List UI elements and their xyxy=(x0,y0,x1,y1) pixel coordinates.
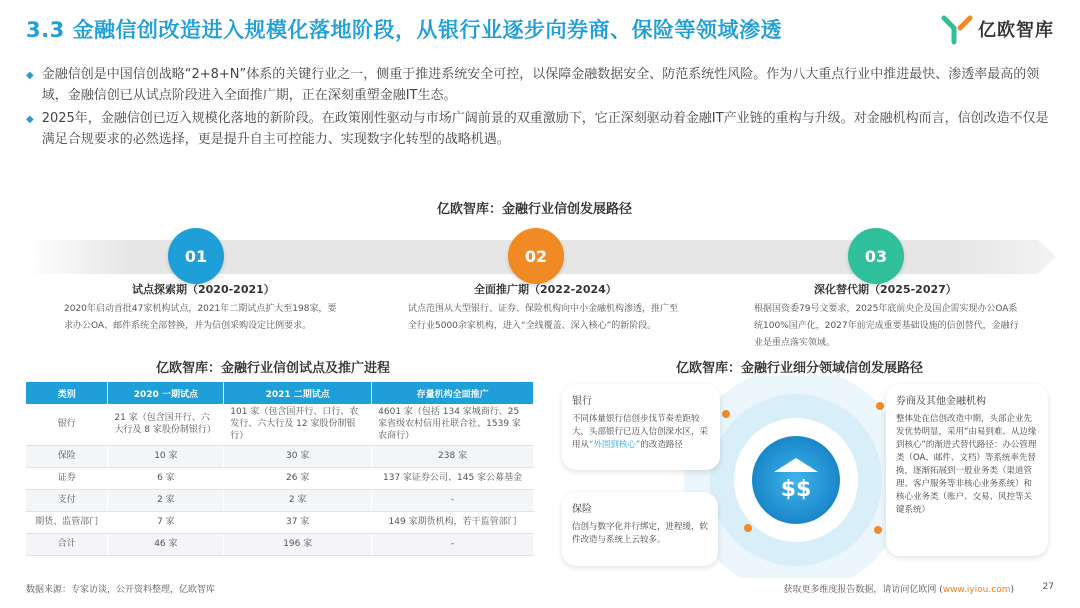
table-cell: - xyxy=(372,533,534,555)
table-cell: 30 家 xyxy=(224,445,372,467)
card-text-part: 不同体量银行信创步伐节奏差距较大，头部银行已迈入信创深水区，采用从 xyxy=(572,414,709,450)
bank-card xyxy=(562,384,720,470)
table-cell: 149 家期货机构，若干监管部门 xyxy=(372,511,534,533)
phase-number-badge: 02 xyxy=(508,228,564,284)
table-cell: 7 家 xyxy=(108,511,224,533)
table-cell: 银行 xyxy=(26,404,108,445)
card-text-highlight: “外围到核心” xyxy=(589,440,641,450)
card-text xyxy=(572,413,710,452)
table-cell: 196 家 xyxy=(224,533,372,555)
data-source: 数据来源：专家访谈，公开资料整理，亿欧智库 xyxy=(26,585,216,595)
diamond-bullet-icon: ◆ xyxy=(26,70,34,81)
roadmap-title: 亿欧智库：金融行业信创发展路径 xyxy=(437,202,633,217)
phase-title: 试点探索期（2020-2021） xyxy=(132,283,275,296)
table-cell: 证券 xyxy=(26,467,108,489)
bullet-item xyxy=(26,64,1056,106)
table-cell: 101 家（包含国开行、口行、农发行、六大行及 12 家股份制银行） xyxy=(224,404,372,445)
phase-description: 试点范围从大型银行、证券、保险机构向中小金融机构渗透，推广至全行业5000余家机构，进入“全线覆盖、深入核心”的新阶段。 xyxy=(408,304,679,331)
table-cell: - xyxy=(372,489,534,511)
footer-cta-suffix: ) xyxy=(1010,585,1014,595)
brokerage-card xyxy=(886,384,1048,556)
table-cell: 238 家 xyxy=(372,445,534,467)
table-header-cell: 2021 二期试点 xyxy=(224,382,372,404)
table-header-cell: 2020 一期试点 xyxy=(108,382,224,404)
table-cell: 保险 xyxy=(26,445,108,467)
website-link[interactable]: www.iyiou.com xyxy=(942,585,1011,595)
table-cell: 37 家 xyxy=(224,511,372,533)
bullet-text: 金融信创是中国信创战略“2+8+N”体系的关键行业之一，侧重于推进系统安全可控，以保障金融数据安全、防范系统性风险。作为八大重点行业中推进最快、渗透率最高的领域，金融信创已从试点阶段进入全面推广期，正在深刻重塑金融IT生态。 xyxy=(41,67,1040,103)
footer-cta-prefix: 获取更多维度报告数据，请访问亿欧网 ( xyxy=(783,585,943,595)
table-header-cell: 存量机构全面推广 xyxy=(372,382,534,404)
table-cell: 支付 xyxy=(26,489,108,511)
svg-text:$$: $$ xyxy=(780,477,812,502)
insurance-card xyxy=(562,492,718,566)
table-header-cell: 类别 xyxy=(26,382,108,404)
card-text: 整体处在信创改造中期，头部企业先发优势明显，采用“由易到难、从边缘到核心”的渐进式替代路径：办公管理类（OA、邮件、文档）等系统率先替换，逐渐拓展到一般业务类（渠道管理、客户服务等非核心业务系统）和核心业务类（账户、交易、风控等关键系统） xyxy=(896,414,1037,515)
phase-description: 2020年启动首批47家机构试点，2021年二期试点扩大至198家，要求办公OA、邮件系统全部替换，并为信创采购设定比例要求。 xyxy=(64,304,337,331)
table-row xyxy=(26,404,534,445)
table-row xyxy=(26,533,534,555)
table-cell: 合计 xyxy=(26,533,108,555)
logo-icon xyxy=(940,12,974,46)
card-title: 银行 xyxy=(572,396,592,407)
card-text: 信创与数字化并行绑定，进程缓，软件改造与系统上云较多。 xyxy=(572,522,709,545)
table-cell: 137 家证券公司、145 家公募基金 xyxy=(372,467,534,489)
table-cell: 期货、监管部门 xyxy=(26,511,108,533)
segments-title: 亿欧智库：金融行业细分领域信创发展路径 xyxy=(676,361,924,376)
bullet-item xyxy=(26,108,1056,150)
table-row xyxy=(26,511,534,533)
page-number: 27 xyxy=(1042,582,1054,592)
table-cell: 46 家 xyxy=(108,533,224,555)
footer-cta xyxy=(783,582,1014,595)
table-cell: 4601 家（包括 134 家城商行、25 家省级农村信用社联合社、1539 家农商行） xyxy=(372,404,534,445)
table-header-row xyxy=(26,382,534,404)
phase-description: 根据国资委79号文要求，2025年底前央企及国企需实现办公OA系统100%国产化，2027年前完成重要基础设施的信创替代，金融行业是重点落实领域。 xyxy=(754,304,1019,348)
pilot-table xyxy=(26,382,534,556)
table-cell: 6 家 xyxy=(108,467,224,489)
table-cell: 21 家（包含国开行、六大行及 8 家股份制银行） xyxy=(108,404,224,445)
diamond-bullet-icon: ◆ xyxy=(26,114,34,125)
bullet-text: 2025年，金融信创已迈入规模化落地的新阶段。在政策刚性驱动与市场广阔前景的双重激励下，它正深刻驱动着金融IT产业链的重构与升级。对金融机构而言，信创改造不仅是满足合规要求的必然选择，更是提升自主可控能力、实现数字化转型的战略机遇。 xyxy=(41,111,1049,147)
phase-title: 全面推广期（2022-2024） xyxy=(474,283,617,296)
table-row xyxy=(26,489,534,511)
table-cell: 10 家 xyxy=(108,445,224,467)
page-title: 3.3 金融信创改造进入规模化落地阶段，从银行业逐步向券商、保险等领域渗透 xyxy=(26,18,783,42)
table-cell: 2 家 xyxy=(108,489,224,511)
logo-text: 亿欧智库 xyxy=(978,20,1054,41)
phase-title: 深化替代期（2025-2027） xyxy=(814,283,957,296)
card-title: 券商及其他金融机构 xyxy=(896,396,986,407)
card-text-part: 的改造路径 xyxy=(640,440,683,450)
table-cell: 2 家 xyxy=(224,489,372,511)
table-cell: 26 家 xyxy=(224,467,372,489)
table-row xyxy=(26,467,534,489)
phase-number-badge: 01 xyxy=(168,228,224,284)
phase-number-badge: 03 xyxy=(848,228,904,284)
logo xyxy=(940,12,1054,46)
pilot-table-title: 亿欧智库：金融行业信创试点及推广进程 xyxy=(156,361,391,376)
table-row xyxy=(26,445,534,467)
card-title: 保险 xyxy=(572,504,592,515)
